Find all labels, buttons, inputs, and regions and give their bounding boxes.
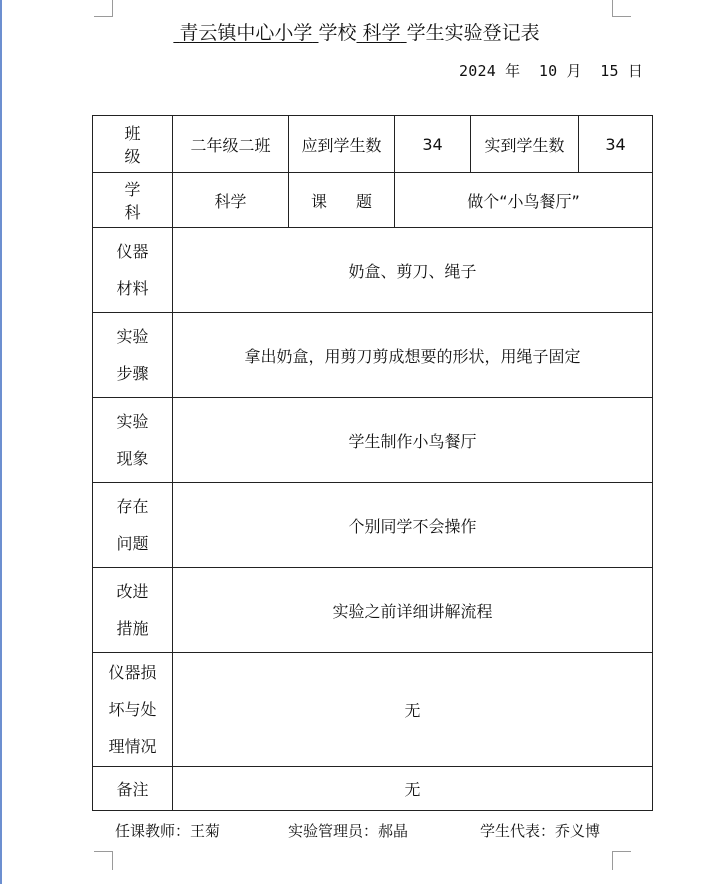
materials-value: 奶盒、剪刀、绳子 (173, 228, 653, 313)
class-value: 二年级二班 (173, 116, 289, 173)
title-school: 青云镇中心小学 (179, 22, 313, 44)
row-label: 改进 措施 (93, 568, 173, 653)
class-label: 班 级 (93, 116, 173, 173)
margin-corner-top-left (94, 0, 113, 17)
date-year: 2024 (459, 62, 496, 80)
table-row (93, 568, 653, 653)
remarks-value: 无 (173, 767, 653, 811)
subject-label: 学 科 (93, 173, 173, 228)
subject-value: 科学 (173, 173, 289, 228)
margin-corner-top-right (612, 0, 631, 17)
table-row (93, 653, 653, 767)
document-title (0, 18, 713, 45)
margin-corner-bottom-right (612, 851, 631, 870)
problems-value: 个别同学不会操作 (173, 483, 653, 568)
table-row-class (93, 116, 653, 173)
expected-students-label: 应到学生数 (289, 116, 395, 173)
table-row (93, 313, 653, 398)
table-row-subject (93, 173, 653, 228)
table-row (93, 767, 653, 811)
row-label: 备注 (93, 767, 173, 811)
lab-manager-signature: 实验管理员：郝晶 (288, 822, 409, 840)
equipment-damage-value: 无 (173, 653, 653, 767)
title-school-suffix: 学校 (318, 22, 357, 44)
margin-corner-bottom-left (94, 851, 113, 870)
row-label: 仪器 材料 (93, 228, 173, 313)
improvements-value: 实验之前详细讲解流程 (173, 568, 653, 653)
experiment-record-table (92, 115, 653, 811)
record-date: 2024 年 10 月 15 日 (459, 62, 644, 80)
table-row (93, 398, 653, 483)
student-rep-signature: 学生代表：乔义博 (480, 822, 601, 840)
row-label: 实验 现象 (93, 398, 173, 483)
row-label: 实验 步骤 (93, 313, 173, 398)
phenomenon-value: 学生制作小鸟餐厅 (173, 398, 653, 483)
topic-value: 做个“小鸟餐厅” (395, 173, 653, 228)
table-row (93, 483, 653, 568)
page-left-edge (0, 0, 2, 884)
teacher-signature: 任课教师：王菊 (115, 822, 221, 840)
table-row (93, 228, 653, 313)
row-label: 仪器损 坏与处 理情况 (93, 653, 173, 767)
steps-value: 拿出奶盒，用剪刀剪成想要的形状，用绳子固定 (173, 313, 653, 398)
actual-students-label: 实到学生数 (471, 116, 579, 173)
topic-label: 课 题 (289, 173, 395, 228)
title-suffix: 学生实验登记表 (406, 22, 540, 44)
actual-students-value: 34 (579, 116, 653, 173)
expected-students-value: 34 (395, 116, 471, 173)
row-label: 存在 问题 (93, 483, 173, 568)
date-day: 15 (600, 62, 619, 80)
date-month: 10 (538, 62, 558, 80)
title-subject: 科学 (362, 22, 401, 44)
